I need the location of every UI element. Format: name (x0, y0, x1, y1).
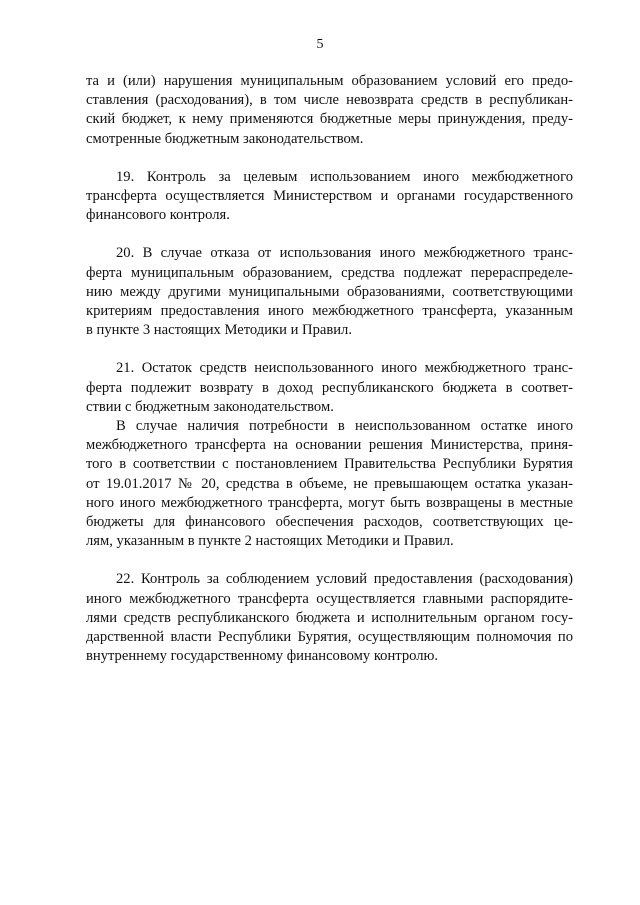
paragraph-20 (86, 244, 573, 340)
text-line: 22. Контроль за соблюдением условий предоставления (расходования) (116, 571, 573, 588)
paragraph-19 (86, 168, 573, 226)
text-line: лям, указанным в пункте 2 настоящих Методики и Правил. (86, 533, 454, 550)
text-line: финансового контроля. (86, 207, 230, 224)
text-line: от 19.01.2017 № 20, средства в объеме, не превышающем остатка указан- (86, 475, 573, 492)
text-line: ферта подлежит возврату в доход республиканского бюджета в соответ- (86, 379, 573, 396)
text-line: бюджеты для финансового обеспечения расходов, соответствующих це- (86, 514, 573, 531)
text-line: внутреннему государственному финансовому контролю. (86, 648, 439, 665)
text-line: та и (или) нарушения муниципальным образованием условий его предо- (86, 73, 573, 89)
text-line: в пункте 3 настоящих Методики и Правил. (86, 322, 352, 339)
text-line: трансферта осуществляется Министерством и органами государственного (86, 188, 573, 205)
text-line: критериям предоставления иного межбюджетного трансферта, указанным (86, 303, 573, 320)
text-line: 20. В случае отказа от использования иного межбюджетного транс- (116, 245, 573, 262)
paragraph-continuation (86, 72, 573, 149)
text-line: нию между другими муниципальными образованиями, соответствующими (86, 283, 573, 300)
text-line: ферта муниципальным образованием, средства подлежат перераспределе- (86, 264, 573, 281)
document-body (86, 72, 573, 666)
text-line: 21. Остаток средств неиспользованного иного межбюджетного транс- (116, 360, 573, 377)
text-line: смотренные бюджетным законодательством. (86, 130, 364, 147)
text-line: ставления (расходования), в том числе невозврата средств в республикан- (86, 92, 573, 109)
text-line: того в соответствии с постановлением Правительства Республики Бурятия (86, 456, 573, 473)
paragraph-21 (86, 359, 573, 417)
text-line: В случае наличия потребности в неиспользованном остатке иного (116, 418, 573, 435)
text-line: лями средств республиканского бюджета и исполнительным органом госу- (86, 609, 573, 626)
text-line: 19. Контроль за целевым использованием иного межбюджетного (116, 168, 573, 185)
text-line: ствии с бюджетным законодательством. (86, 398, 334, 415)
paragraph-21-continued (86, 417, 573, 551)
text-line: ного иного межбюджетного трансферта, могут быть возвращены в местные (86, 494, 573, 511)
text-line: межбюджетного трансферта на основании решения Министерства, приня- (86, 437, 573, 454)
text-line: иного межбюджетного трансферта осуществляется главными распорядите- (86, 590, 573, 607)
text-line: ский бюджет, к нему применяются бюджетные меры принуждения, преду- (86, 111, 573, 128)
paragraph-22 (86, 570, 573, 666)
text-line: дарственной власти Республики Бурятия, осуществляющим полномочия по (86, 629, 573, 646)
page-number: 5 (316, 37, 324, 52)
